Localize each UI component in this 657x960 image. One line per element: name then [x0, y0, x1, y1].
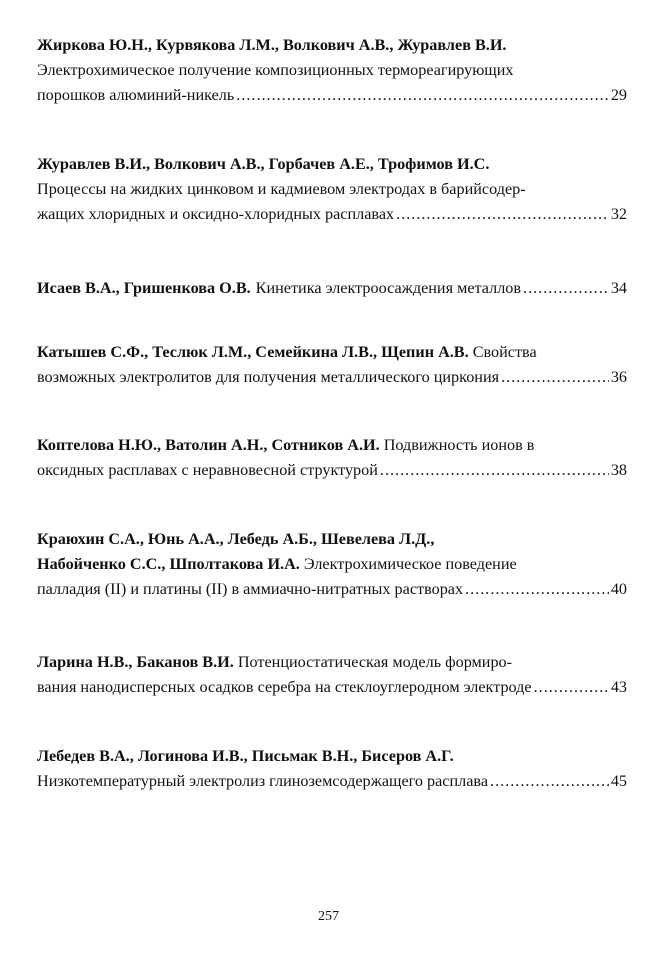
entry-title-start: Потенциостатическая модель формиро-: [237, 653, 513, 671]
entry-page-number: 34: [610, 279, 627, 297]
entry-title-leader-line: [37, 83, 627, 108]
entry-first-line: [37, 650, 627, 675]
dot-leader: [490, 769, 609, 794]
entry-title-start: Свойства: [472, 343, 537, 361]
entry-title-start: Электрохимическое поведение: [303, 555, 517, 573]
entry-title-leader-line: [37, 675, 627, 700]
entry-title-end: порошков алюминий-никель: [37, 86, 235, 104]
entry-first-line: [37, 340, 627, 365]
entry-title-leader-line: [37, 276, 627, 301]
entry-authors: Катышев С.Ф., Теслюк Л.М., Семейкина Л.В., Щепин А.В.: [37, 343, 469, 361]
dot-leader: [501, 365, 609, 390]
entry-title-end: вания нанодисперсных осадков серебра на стеклоуглеродном электроде: [37, 678, 532, 696]
entry-title-end: оксидных расплавах с неравновесной структурой: [37, 461, 378, 479]
entry-title-line: Электрохимическое получение композиционных термореагирующих: [37, 61, 514, 79]
entry-title-end: возможных электролитов для получения металлического циркония: [37, 368, 500, 386]
dot-leader: [380, 458, 609, 483]
entry-title-leader-line: [37, 577, 627, 602]
entry-title-line: Процессы на жидких цинковом и кадмиевом электродах в барийсодер-: [37, 180, 526, 198]
entry-page-number: 32: [610, 205, 627, 223]
entry-authors: Журавлев В.И., Волкович А.В., Горбачев А.Е., Трофимов И.С.: [37, 155, 490, 173]
toc-entry: [37, 152, 627, 227]
entry-second-line: [37, 552, 627, 577]
entry-title-leader-line: [37, 769, 627, 794]
entry-authors: Ларина Н.В., Баканов В.И.: [37, 653, 234, 671]
entry-authors-cont: Набойченко С.С., Шполтакова И.А.: [37, 555, 300, 573]
dot-leader: [396, 202, 609, 227]
toc-entry: [37, 527, 627, 602]
entry-authors: Коптелова Н.Ю., Ватолин А.Н., Сотников А.И.: [37, 436, 380, 454]
entry-authors: Краюхин С.А., Юнь А.А., Лебедь А.Б., Шевелева Л.Д.,: [37, 530, 435, 548]
entry-page-number: 29: [610, 86, 627, 104]
dot-leader: [236, 83, 609, 108]
dot-leader: [465, 577, 609, 602]
entry-title-start: Подвижность ионов в: [383, 436, 535, 454]
entry-page-number: 40: [610, 580, 627, 598]
toc-entry: [37, 433, 627, 483]
toc-entry: [37, 33, 627, 108]
entry-page-number: 45: [610, 772, 627, 790]
entry-authors: Жиркова Ю.Н., Курвякова Л.М., Волкович А.В., Журавлев В.И.: [37, 36, 507, 54]
toc-entry: [37, 340, 627, 390]
entry-page-number: 38: [610, 461, 627, 479]
entry-title-end: жащих хлоридных и оксидно-хлоридных расплавах: [37, 205, 395, 223]
entry-title-end: Низкотемпературный электролиз глиноземсодержащего расплава: [37, 772, 489, 790]
entry-title-leader-line: [37, 458, 627, 483]
entry-title-leader-line: [37, 202, 627, 227]
entry-title-end: Кинетика электроосаждения металлов: [255, 279, 522, 297]
entry-authors: Исаев В.А., Гришенкова О.В.: [37, 279, 251, 297]
entry-first-line: [37, 433, 627, 458]
toc-entry: [37, 650, 627, 700]
entry-title-leader-line: [37, 365, 627, 390]
entry-page-number: 36: [610, 368, 627, 386]
page-number: 257: [318, 909, 339, 924]
entry-page-number: 43: [610, 678, 627, 696]
dot-leader: [523, 276, 609, 301]
entry-title-end: палладия (II) и платины (II) в аммиачно-нитратных растворах: [37, 580, 464, 598]
dot-leader: [534, 675, 609, 700]
toc-entry: [37, 744, 627, 794]
entry-authors: Лебедев В.А., Логинова И.В., Письмак В.Н., Бисеров А.Г.: [37, 747, 454, 765]
toc-entry: [37, 276, 627, 301]
